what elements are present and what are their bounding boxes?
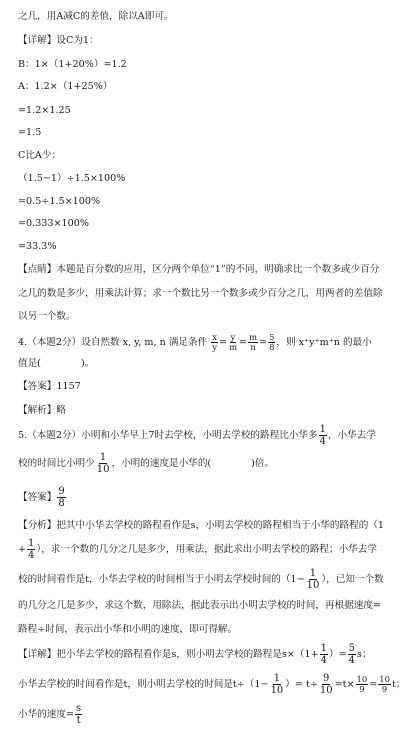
analysis-line: 的几分之几是多少，求这个数，用除法，据此表示出小明去学校的时间，再根据速度= [18,600,382,611]
answer-line: 【答案】 $\frac{9}{8}$ [18,486,65,509]
text-line: =0.5÷1.5×100% [18,196,101,207]
detail-line: 【详解】把小华去学校的路程看作是s，则小明去学校的路程是s×（1+ $\frac{1}{4}$ ）= $\frac{5}{4}$ s； [18,643,372,666]
answer-line: 【答案】1157 [18,381,81,392]
fraction: $\frac{10}{9}$ [379,674,390,694]
text-line: =1.5 [18,127,42,138]
text-line: C比A少： [18,150,62,161]
fraction: $\frac{5}{4}$ [348,643,356,666]
question-5-line2: 校的时间比小明少 $\frac{1}{10}$ ，小明的速度是小华的( )倍。 [18,452,275,475]
comment-line: 以另一个数。 [18,311,76,322]
question-4-blank-line: 值是( )。 [18,358,95,369]
analysis-line: 校的时间看作是t，小华去学校的时间相当于小明去学校时间的（1− $\frac{1}{10}$ ），已知一个数 [18,568,384,591]
fraction: $\frac{10}{9}$ [356,674,368,694]
fraction: $\frac{1}{10}$ [306,568,320,591]
fraction: $\frac{9}{10}$ [319,673,333,696]
text-line: =1.2×1.25 [18,105,71,116]
comment-line: 【点睛】本题是百分数的应用，区分两个单位“1”的不同，明确求比一个数多或少百分 [18,264,380,275]
comment-line: 之几的数是多少，用乘法计算；求一个数比另一个数多或少百分之几，用两者的差值除 [18,288,383,299]
fraction: $\frac{5}{8}$ [269,332,275,352]
explanation-line: 【解析】略 [18,405,66,416]
fraction: $\frac{m}{n}$ [249,332,258,352]
text-line: =33.3% [18,241,57,252]
fraction: $\frac{1}{4}$ [28,538,35,561]
fraction: $\frac{1}{4}$ [320,643,328,666]
fraction: $\frac{1}{4}$ [319,424,326,447]
analysis-line: 【分析】把其中小华去学校的路程看作是s，小明去学校的路程相当于小华的路程的（1 [18,520,384,531]
fraction: $\frac{1}{10}$ [270,673,284,696]
text-line: =0.333×100% [18,218,89,229]
fraction: $\frac{9}{8}$ [58,486,65,509]
fraction: $\frac{x}{y}$ [212,332,218,352]
detail-line: 小华去学校的时间看作是t，则小明去学校的时间是t÷（1− $\frac{1}{10}$ ）= t÷ $\frac{9}{10}$ =t× $\frac{10}{9}$ = $\frac{10}{9}$ t； [18,673,406,696]
text-line: （1.5−1）÷1.5×100% [18,173,126,184]
fraction: $\frac{s}{t}$ [76,703,82,726]
fraction: $\frac{1}{10}$ [96,452,110,475]
analysis-line: + $\frac{1}{4}$ ），求一个数的几分之几是多少，用乘法，据此求出小明去学校的路程；小华去学 [18,538,377,561]
text-line: 之几，用A减C的差值，除以A即可。 [18,11,174,22]
detail-heading: 【详解】设C为1： [18,35,99,46]
detail-line: 小华的速度= $\frac{s}{t}$ [18,703,82,726]
question-5: 5.（本题2分）小明和小华早上7时去学校，小明去学校的路程比小华多 $\frac{1}{4}$ ，小华去学 [18,424,376,447]
text-line: A：1.2×（1+25%） [18,81,113,92]
analysis-line: 路程÷时间，表示出小华和小明的速度，即可得解。 [18,624,238,635]
fraction: $\frac{y}{m}$ [229,332,238,352]
text-line: B：1×（1+20%）=1.2 [18,59,127,70]
question-4: 4.（本题2分）设自然数 x, y, m, n 满足条件 $\frac{x}{y}$ = $\frac{y}{m}$ = $\frac{m}{n}$ = $\frac{5}{8}$ ，则 x⁺y⁺m⁺n 的最小 [18,332,372,352]
